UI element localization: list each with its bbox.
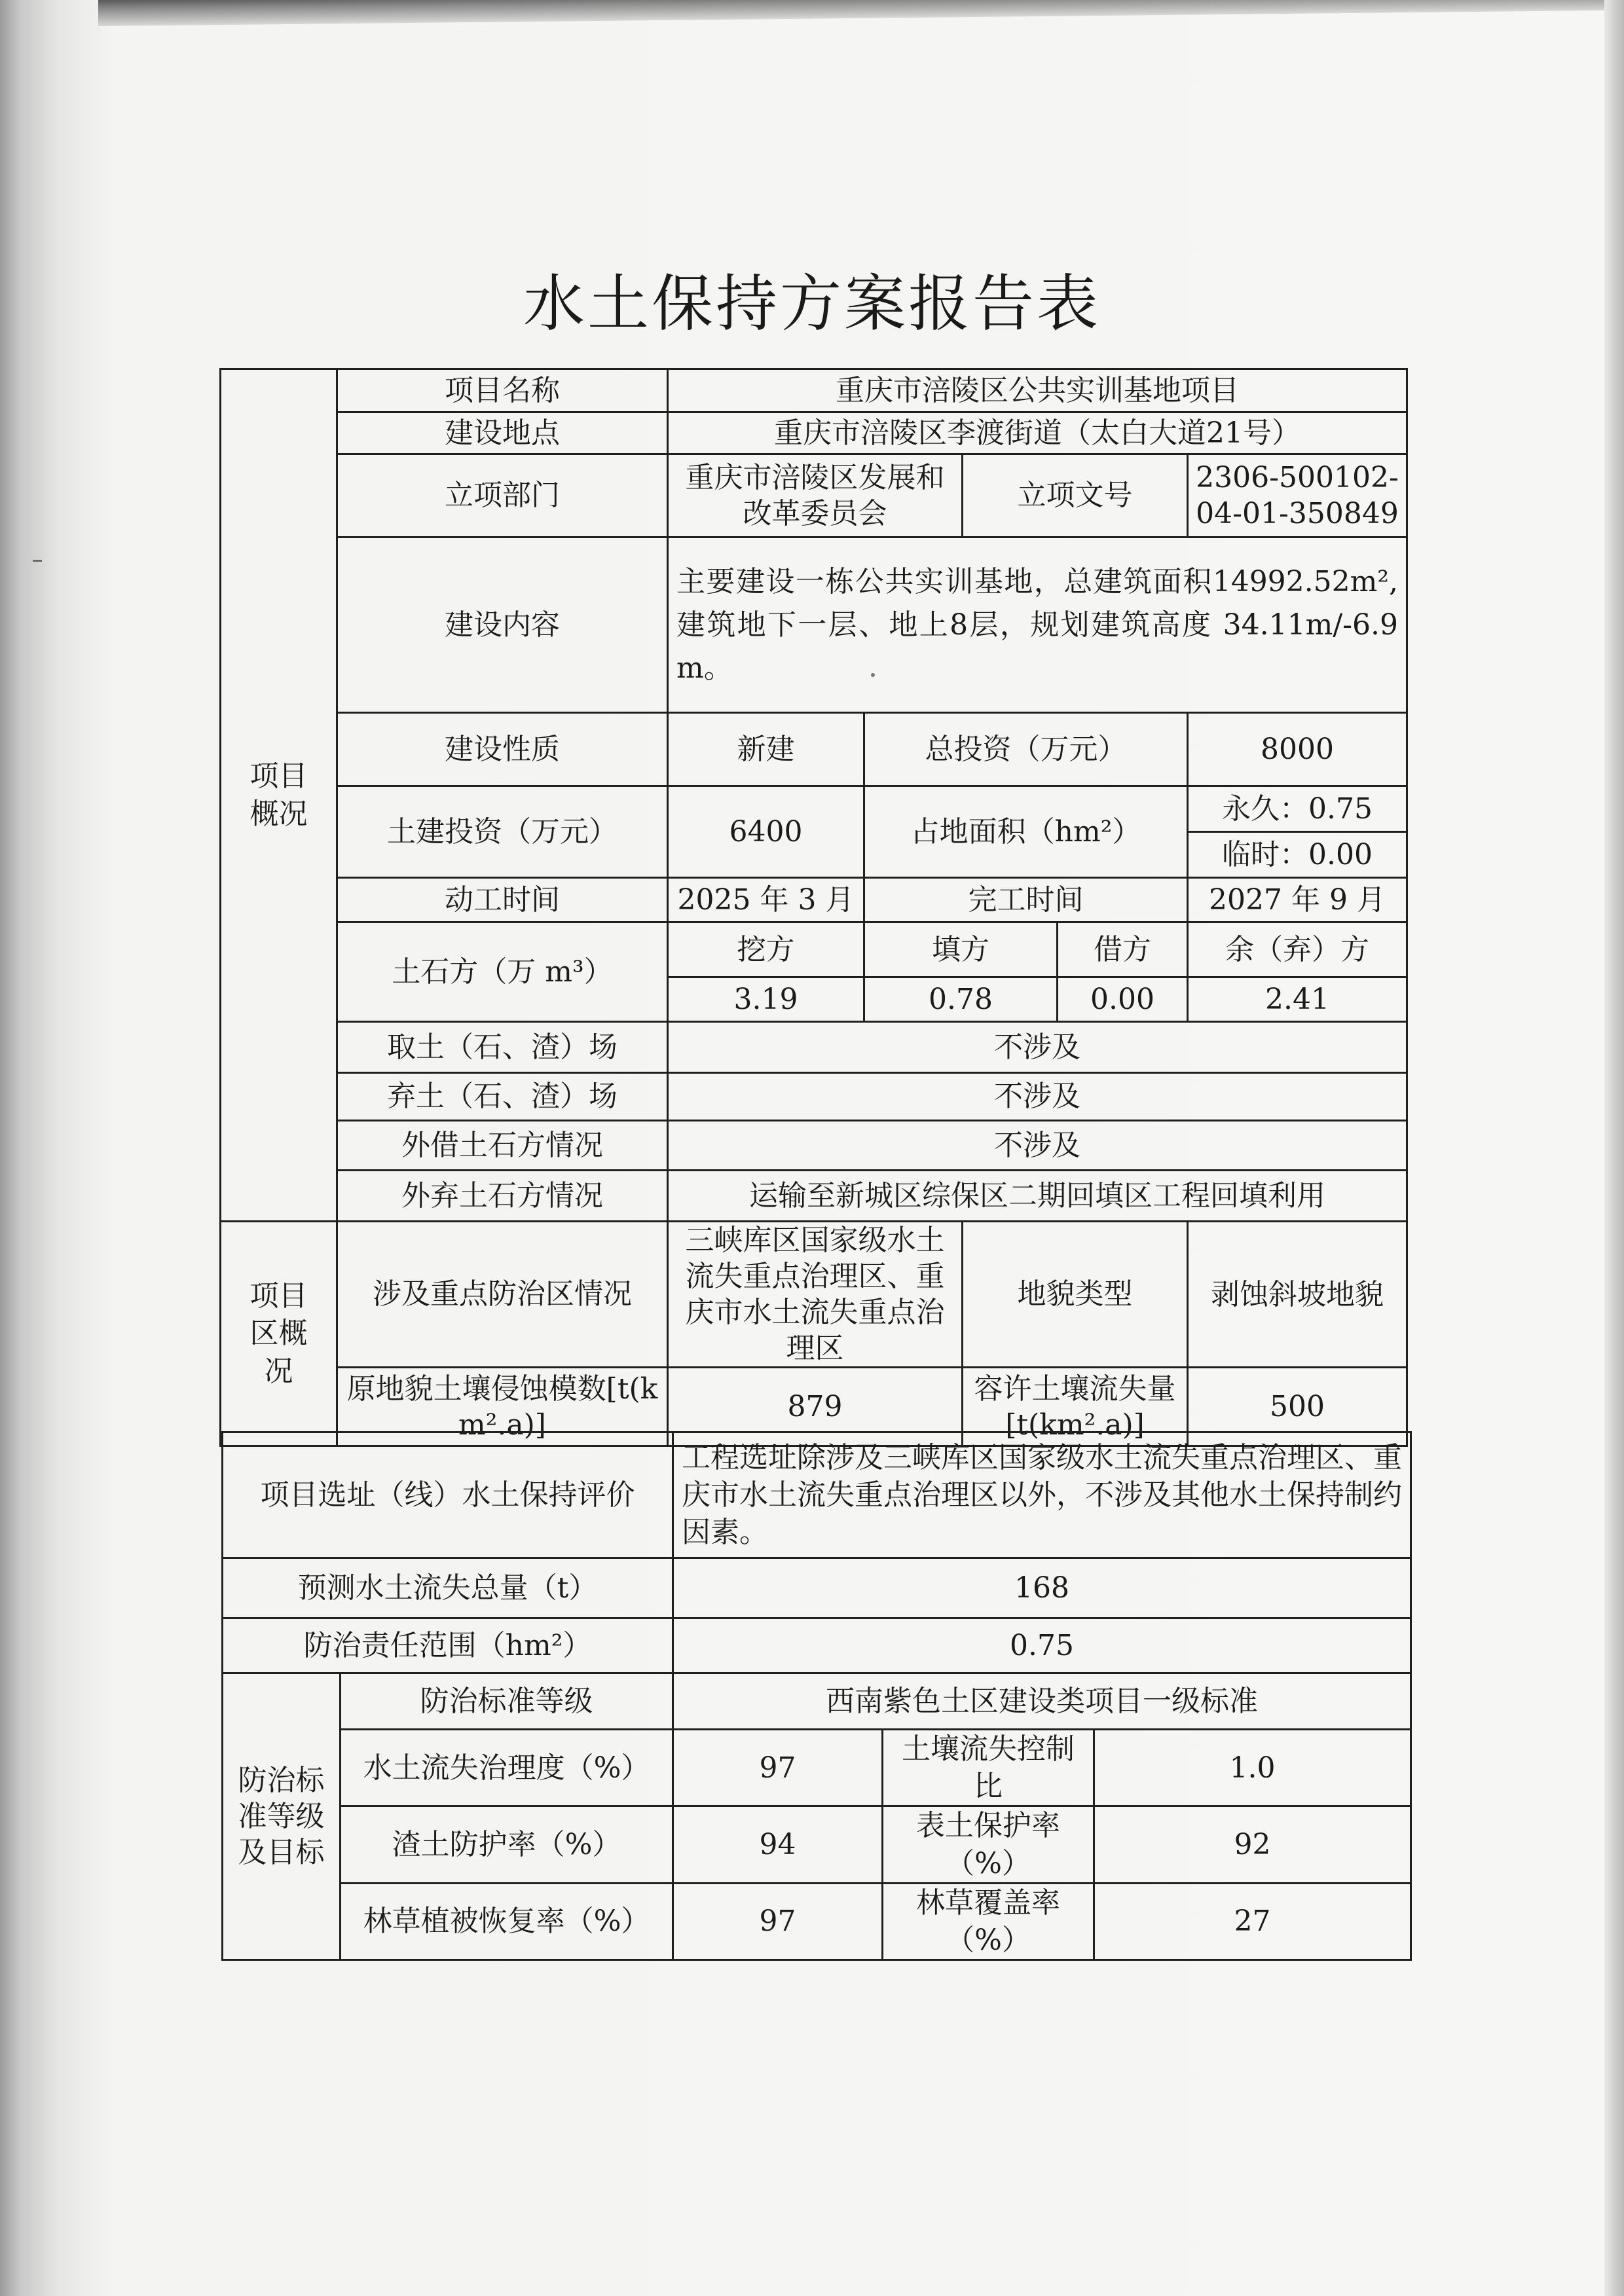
site-evaluation-value: 工程选址除涉及三峡库区国家级水土流失重点治理区、重庆市水土流失重点治理区以外，不涉及其他水土保持制约因素。 bbox=[673, 1432, 1411, 1558]
end-time-label: 完工时间 bbox=[864, 878, 1188, 922]
site-evaluation-label: 项目选址（线）水土保持评价 bbox=[223, 1432, 673, 1558]
spoil-site-label: 弃土（石、渣）场 bbox=[337, 1073, 668, 1121]
project-name-label: 项目名称 bbox=[337, 369, 668, 412]
predicted-loss-value: 168 bbox=[673, 1558, 1411, 1618]
target-label2-1: 土壤流失控制比 bbox=[883, 1730, 1094, 1806]
civil-investment-value: 6400 bbox=[668, 786, 864, 878]
borrow-site-label: 取土（石、渣）场 bbox=[337, 1022, 668, 1073]
land-area-label: 占地面积（hm²） bbox=[864, 786, 1188, 878]
borrow-site-value: 不涉及 bbox=[668, 1022, 1407, 1073]
key-prevention-label: 涉及重点防治区情况 bbox=[337, 1222, 668, 1368]
earthwork-value-fill: 0.78 bbox=[864, 977, 1058, 1022]
responsibility-area-value: 0.75 bbox=[673, 1618, 1411, 1673]
standard-level-label: 防治标准等级 bbox=[341, 1673, 673, 1730]
target-label2-3: 林草覆盖率（%） bbox=[883, 1883, 1094, 1959]
standards-section-label: 防治标准等级及目标 bbox=[223, 1673, 341, 1960]
key-prevention-value: 三峡库区国家级水土流失重点治理区、重庆市水土流失重点治理区 bbox=[668, 1222, 963, 1368]
earthwork-header-surplus: 余（弃）方 bbox=[1188, 922, 1407, 977]
allowable-loss-label: 容许土壤流失量[t(km².a)] bbox=[963, 1368, 1188, 1446]
total-investment-value: 8000 bbox=[1188, 713, 1407, 786]
nature-value: 新建 bbox=[668, 713, 864, 786]
approval-dept-label: 立项部门 bbox=[337, 454, 668, 538]
project-overview-table bbox=[219, 368, 1408, 1447]
target-value-2: 94 bbox=[673, 1806, 883, 1883]
landform-label: 地貌类型 bbox=[963, 1222, 1188, 1368]
target-label-1: 水土流失治理度（%） bbox=[341, 1730, 673, 1806]
target-value2-2: 92 bbox=[1094, 1806, 1411, 1883]
civil-investment-label: 土建投资（万元） bbox=[337, 786, 668, 878]
earthwork-label: 土石方（万 m³） bbox=[337, 922, 668, 1022]
land-area-permanent: 永久：0.75 bbox=[1188, 786, 1407, 832]
construction-content-value: 主要建设一栋公共实训基地，总建筑面积14992.52m², 建筑地下一层、地上8层，规划建筑高度 34.11m/-6.9m。 bbox=[668, 538, 1407, 713]
earthwork-header-borrow: 借方 bbox=[1058, 922, 1188, 977]
spine-mark bbox=[33, 560, 42, 562]
predicted-loss-label: 预测水土流失总量（t） bbox=[223, 1558, 673, 1618]
total-investment-label: 总投资（万元） bbox=[864, 713, 1188, 786]
overview-section-label: 项目概况 bbox=[221, 369, 337, 1222]
spoil-site-value: 不涉及 bbox=[668, 1073, 1407, 1121]
start-time-label: 动工时间 bbox=[337, 878, 668, 922]
earthwork-value-surplus: 2.41 bbox=[1188, 977, 1407, 1022]
evaluation-table bbox=[221, 1431, 1412, 1961]
document-title: 水土保持方案报告表 bbox=[523, 268, 1101, 340]
approval-dept-value: 重庆市涪陵区发展和改革委员会 bbox=[668, 454, 963, 538]
target-label2-2: 表土保护率（%） bbox=[883, 1806, 1094, 1883]
target-value-1: 97 bbox=[673, 1730, 883, 1806]
nature-label: 建设性质 bbox=[337, 713, 668, 786]
construction-content-label: 建设内容 bbox=[337, 538, 668, 713]
external-spoil-value: 运输至新城区综保区二期回填区工程回填利用 bbox=[668, 1171, 1407, 1222]
land-area-temporary: 临时：0.00 bbox=[1188, 832, 1407, 878]
target-label-3: 林草植被恢复率（%） bbox=[341, 1883, 673, 1959]
responsibility-area-label: 防治责任范围（hm²） bbox=[223, 1618, 673, 1673]
area-section-label: 项目区概况 bbox=[221, 1222, 337, 1446]
standard-level-value: 西南紫色土区建设类项目一级标准 bbox=[673, 1673, 1411, 1730]
approval-no-value: 2306-500102-04-01-350849 bbox=[1188, 454, 1407, 538]
earthwork-value-borrow: 0.00 bbox=[1058, 977, 1188, 1022]
external-borrow-value: 不涉及 bbox=[668, 1121, 1407, 1171]
target-value2-1: 1.0 bbox=[1094, 1730, 1411, 1806]
external-borrow-label: 外借土石方情况 bbox=[337, 1121, 668, 1171]
earthwork-value-cut: 3.19 bbox=[668, 977, 864, 1022]
location-label: 建设地点 bbox=[337, 412, 668, 454]
landform-value: 剥蚀斜坡地貌 bbox=[1188, 1222, 1407, 1368]
earthwork-header-cut: 挖方 bbox=[668, 922, 864, 977]
start-time-value: 2025 年 3 月 bbox=[668, 878, 864, 922]
earthwork-header-fill: 填方 bbox=[864, 922, 1058, 977]
target-value-3: 97 bbox=[673, 1883, 883, 1959]
target-value2-3: 27 bbox=[1094, 1883, 1411, 1959]
approval-no-label: 立项文号 bbox=[963, 454, 1188, 538]
external-spoil-label: 外弃土石方情况 bbox=[337, 1171, 668, 1222]
erosion-modulus-label: 原地貌土壤侵蚀模数[t(km².a)] bbox=[337, 1368, 668, 1446]
target-label-2: 渣土防护率（%） bbox=[341, 1806, 673, 1883]
project-name-value: 重庆市涪陵区公共实训基地项目 bbox=[668, 369, 1407, 412]
allowable-loss-value: 500 bbox=[1188, 1368, 1407, 1446]
location-value: 重庆市涪陵区李渡街道（太白大道21号） bbox=[668, 412, 1407, 454]
erosion-modulus-value: 879 bbox=[668, 1368, 963, 1446]
end-time-value: 2027 年 9 月 bbox=[1188, 878, 1407, 922]
